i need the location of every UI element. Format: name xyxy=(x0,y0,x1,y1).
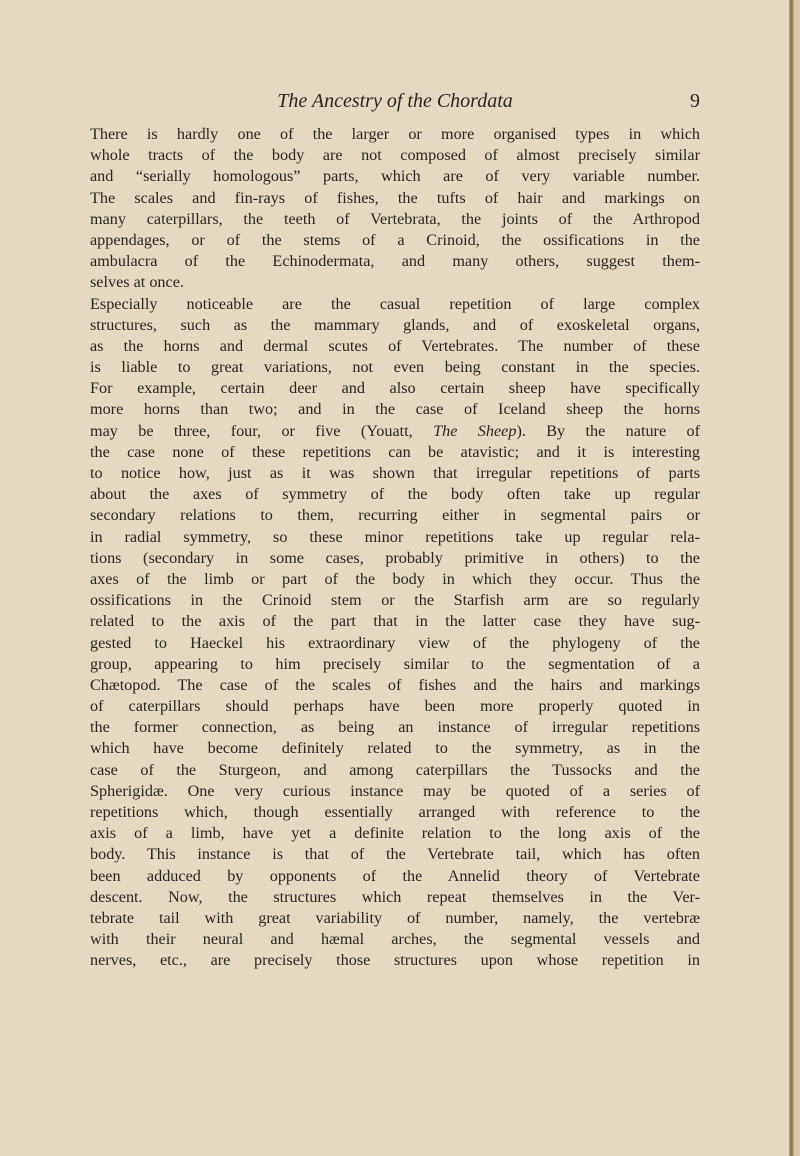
text-line: ossifications in the Crinoid stem or the Starfish arm are so regularly xyxy=(90,591,700,610)
text-line: For example, certain deer and also certain sheep have specifically xyxy=(90,379,700,398)
text-line: group, appearing to him precisely similar to the segmentation of a xyxy=(90,654,700,673)
text-line: descent. Now, the structures which repeat themselves in the Ver- xyxy=(90,887,700,906)
text-line: the former connection, as being an instance of irregular repetitions xyxy=(90,718,700,737)
running-title: The Ancestry of the Chordata xyxy=(277,90,513,112)
text-line: to notice how, just as it was shown that irregular repetitions of parts xyxy=(90,464,700,482)
text-line: of caterpillars should perhaps have been more properly quoted in xyxy=(90,697,700,716)
text-line: the case none of these repetitions can be atavistic; and it is interesting xyxy=(90,442,700,461)
text-line: with their neural and hæmal arches, the segmental vessels and xyxy=(90,930,700,949)
page-edge-shadow xyxy=(794,0,800,1156)
text-line: structures, such as the mammary glands, and of exoskeletal organs, xyxy=(90,315,700,334)
text-line: selves at once. xyxy=(90,273,184,292)
text-line: related to the axis of the part that in the latter case they have sug- xyxy=(90,612,700,631)
text-line: in radial symmetry, so these minor repetitions take up regular rela- xyxy=(90,527,700,546)
text-line: appendages, or of the stems of a Crinoid, the ossifications in the xyxy=(90,230,700,249)
text-line: whole tracts of the body are not composed of almost precisely similar xyxy=(90,146,700,165)
text-line: case of the Sturgeon, and among caterpillars the Tussocks and the xyxy=(90,760,700,779)
text-line: axis of a limb, have yet a definite relation to the long axis of the xyxy=(90,824,700,843)
body-text xyxy=(90,124,700,972)
text-line: There is hardly one of the larger or more organised types in which xyxy=(90,125,700,143)
text-line: axes of the limb or part of the body in which they occur. Thus the xyxy=(90,569,700,588)
text-line: and “serially homologous” parts, which are of very variable number. xyxy=(90,167,700,186)
running-header xyxy=(90,90,700,120)
text-line: repetitions which, though essentially arranged with reference to the xyxy=(90,803,700,821)
text-line: which have become definitely related to the symmetry, as in the xyxy=(90,739,700,758)
text-line: body. This instance is that of the Vertebrate tail, which has often xyxy=(90,845,700,864)
text-line: The scales and fin-rays of fishes, the tufts of hair and markings on xyxy=(90,188,700,207)
text-line: as the horns and dermal scutes of Vertebrates. The number of these xyxy=(90,336,700,355)
text-line: Chætopod. The case of the scales of fishes and the hairs and markings xyxy=(90,675,700,694)
text-line: about the axes of symmetry of the body often take up regular xyxy=(90,485,700,504)
text-line: may be three, four, or five (Youatt, The Sheep). By the nature of xyxy=(90,421,700,440)
text-line: been adduced by opponents of the Annelid theory of Vertebrate xyxy=(90,866,700,885)
text-line: more horns than two; and in the case of Iceland sheep the horns xyxy=(90,400,700,419)
text-line: many caterpillars, the teeth of Vertebrata, the joints of the Arthropod xyxy=(90,209,700,228)
text-line: Spherigidæ. One very curious instance may be quoted of a series of xyxy=(90,781,700,800)
text-line: gested to Haeckel his extraordinary view of the phylogeny of the xyxy=(90,633,700,652)
text-line: nerves, etc., are precisely those structures upon whose repetition in xyxy=(90,951,700,970)
text-line: tions (secondary in some cases, probably primitive in others) to the xyxy=(90,548,700,567)
text-line: tebrate tail with great variability of number, namely, the vertebræ xyxy=(90,908,700,927)
text-line: ambulacra of the Echinodermata, and many others, suggest them- xyxy=(90,252,700,271)
text-line: is liable to great variations, not even being constant in the species. xyxy=(90,358,700,377)
text-line: secondary relations to them, recurring either in segmental pairs or xyxy=(90,506,700,525)
text-line: Especially noticeable are the casual repetition of large complex xyxy=(90,294,700,313)
page-number: 9 xyxy=(690,90,700,112)
